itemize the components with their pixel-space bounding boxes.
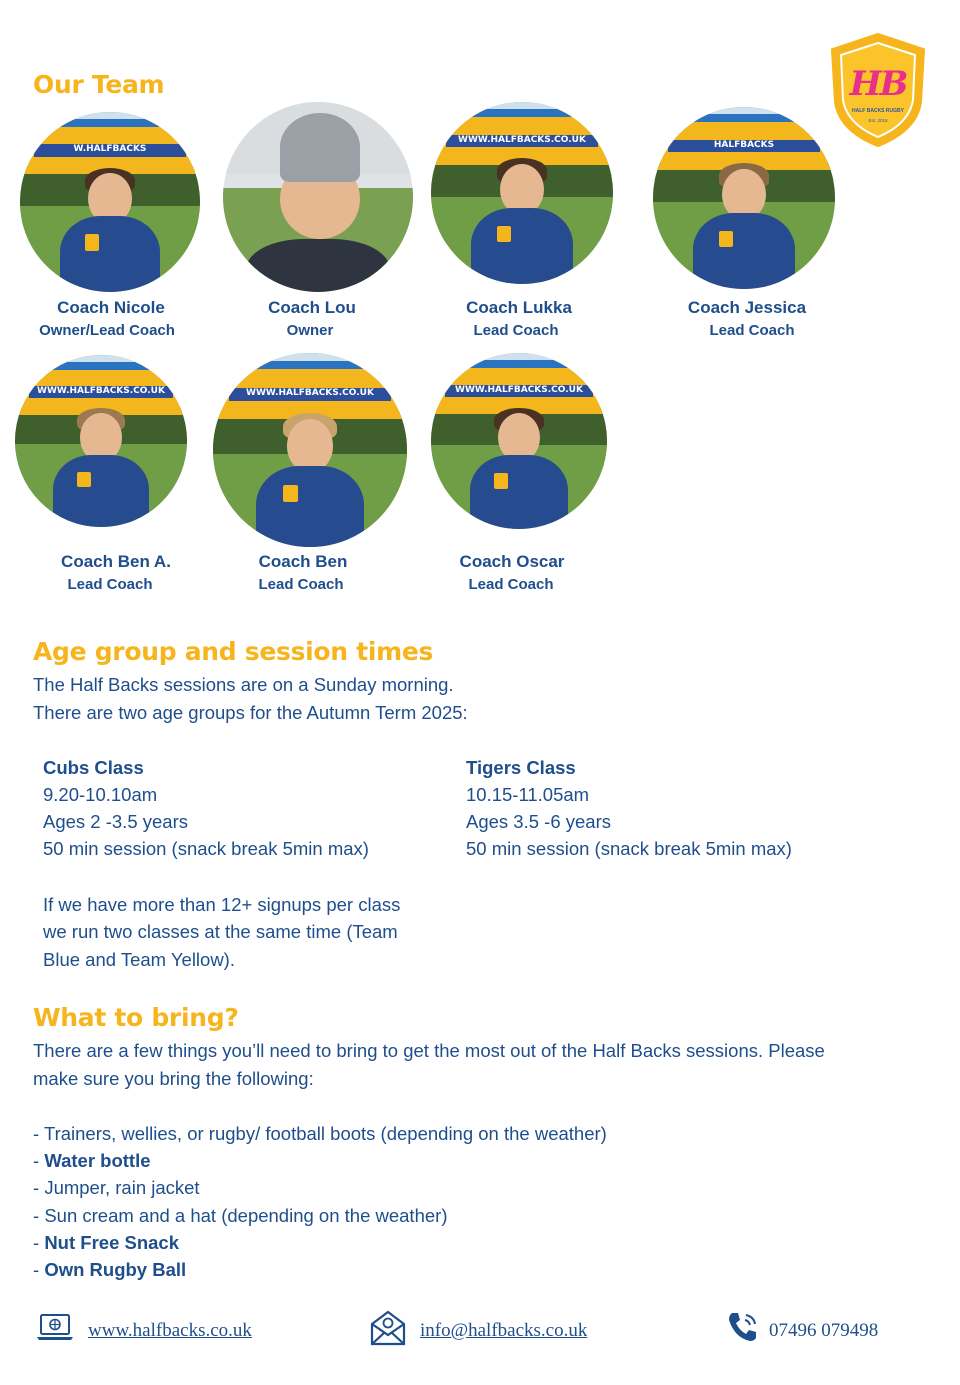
class-title: Tigers Class (466, 757, 576, 778)
coach-name: Coach Lou (268, 298, 356, 317)
bring-intro: make sure you bring the following: (33, 1068, 314, 1089)
logo (828, 32, 928, 148)
coach-role: Lead Coach (473, 322, 559, 339)
coach-role: Owner/Lead Coach (39, 322, 175, 339)
sessions-note: Blue and Team Yellow). (43, 949, 235, 970)
sessions-intro: The Half Backs sessions are on a Sunday morning. (33, 674, 454, 695)
coach-photo-ben: WWW.HALFBACKS.CO.UK (213, 353, 407, 547)
sessions-note: we run two classes at the same time (Team (43, 921, 398, 942)
coach-role: Lead Coach (67, 576, 153, 593)
coach-name: Coach Nicole (57, 298, 165, 317)
bring-item: - Nut Free Snack (33, 1232, 179, 1253)
coach-name: Coach Ben A. (61, 552, 171, 571)
sessions-heading: Age group and session times (33, 637, 434, 666)
logo-caption: HALF BACKS RUGBY (852, 108, 904, 114)
bring-item: - Trainers, wellies, or rugby/ football boots (depending on the weather) (33, 1123, 607, 1144)
coach-role: Lead Coach (709, 322, 795, 339)
coach-photo-jessica: HALFBACKS (653, 107, 835, 289)
class-length: 50 min session (snack break 5min max) (43, 838, 369, 859)
coach-photo-lukka: WWW.HALFBACKS.CO.UK (431, 102, 613, 284)
bring-item: - Sun cream and a hat (depending on the weather) (33, 1205, 448, 1226)
email-icon (369, 1309, 407, 1347)
email-link[interactable]: info@halfbacks.co.uk (420, 1320, 588, 1341)
class-length: 50 min session (snack break 5min max) (466, 838, 792, 859)
coach-role: Lead Coach (258, 576, 344, 593)
class-time: 10.15-11.05am (466, 784, 590, 805)
bring-item: - Jumper, rain jacket (33, 1177, 200, 1198)
sessions-intro: There are two age groups for the Autumn Term 2025: (33, 702, 468, 723)
coach-name: Coach Jessica (687, 298, 807, 317)
class-time: 9.20-10.10am (43, 784, 158, 805)
logo-monogram: HB (849, 64, 907, 104)
coach-role: Lead Coach (468, 576, 554, 593)
laptop-icon (36, 1313, 74, 1343)
coach-name: Coach Ben (258, 552, 348, 571)
coach-name: Coach Oscar (459, 552, 565, 571)
coach-name: Coach Lukka (466, 298, 572, 317)
website-link[interactable]: www.halfbacks.co.uk (88, 1320, 252, 1341)
bring-item: - Own Rugby Ball (33, 1259, 187, 1280)
coach-photo-ben-a: WWW.HALFBACKS.CO.UK (15, 355, 187, 527)
coach-photo-oscar: WWW.HALFBACKS.CO.UK (431, 353, 607, 529)
bring-heading: What to bring? (33, 1003, 239, 1032)
class-title: Cubs Class (43, 757, 144, 778)
coach-photo-lou (223, 102, 413, 292)
team-heading: Our Team (33, 70, 165, 99)
phone-number[interactable]: 07496 079498 (769, 1320, 879, 1341)
coach-photo-nicole: W.HALFBACKS (20, 112, 200, 292)
bring-item: - Water bottle (33, 1150, 151, 1171)
logo-est: Est. 2018 (868, 118, 888, 123)
phone-icon (726, 1310, 760, 1344)
class-ages: Ages 2 -3.5 years (43, 811, 188, 832)
bring-intro: There are a few things you’ll need to bring to get the most out of the Half Backs sessions. Please (33, 1040, 825, 1061)
class-ages: Ages 3.5 -6 years (466, 811, 611, 832)
sessions-note: If we have more than 12+ signups per class (43, 894, 401, 915)
coach-role: Owner (286, 322, 334, 339)
